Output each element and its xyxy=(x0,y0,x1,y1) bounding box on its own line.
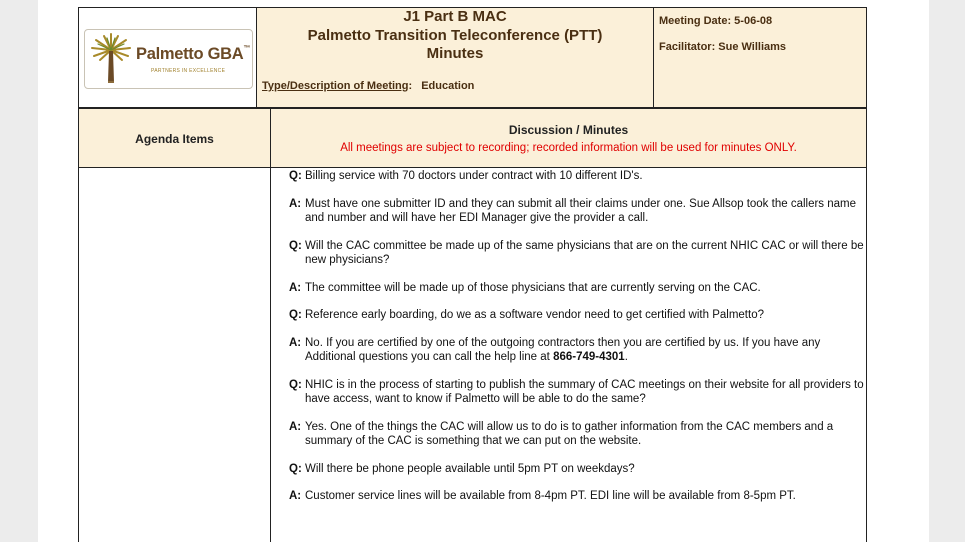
qa-item xyxy=(289,378,864,407)
document-page xyxy=(38,0,929,542)
qa-item xyxy=(289,281,864,296)
meeting-type: Type/Description of Meeting: Education xyxy=(262,80,475,92)
qa-item xyxy=(289,420,864,449)
qa-text: The committee will be made up of those physicians that are currently serving on the CAC. xyxy=(305,281,761,294)
facilitator: Facilitator: Sue Williams xyxy=(659,41,787,53)
qa-item xyxy=(289,169,864,184)
qa-tag: A: xyxy=(289,420,302,433)
palmetto-tree-icon xyxy=(88,32,134,86)
logo-tagline: PARTNERS IN EXCELLENCE xyxy=(151,68,226,74)
qa-text: NHIC is in the process of starting to publish the summary of CAC meetings on their website for all providers to have access, want to know if Palmetto will be able to do the same? xyxy=(305,378,864,405)
agenda-items-header: Agenda Items xyxy=(135,132,214,146)
column-divider xyxy=(270,108,271,542)
logo-brand-text: Palmetto GBA™ xyxy=(136,45,251,63)
qa-tag: A: xyxy=(289,490,302,502)
agenda-table xyxy=(78,108,867,542)
qa-text: Billing service with 70 doctors under contract with 10 different ID's. xyxy=(305,170,643,182)
qa-text: Will there be phone people available until 5pm PT on weekdays? xyxy=(305,462,635,475)
title-line-3: Minutes xyxy=(426,45,484,62)
qa-text: Yes. One of the things the CAC will allow us to do is to gather information from the CAC members and a summary of the CAC is something that we can put on the website. xyxy=(305,420,834,447)
meeting-type-label: Type/Description of Meeting xyxy=(262,80,409,92)
qa-item xyxy=(289,336,864,365)
meeting-info-cell xyxy=(654,8,866,107)
title-cell xyxy=(257,8,654,107)
qa-item xyxy=(289,462,864,477)
qa-list xyxy=(289,169,864,504)
agenda-header-row xyxy=(79,108,866,168)
title-line-1: J1 Part B MAC xyxy=(403,8,507,25)
qa-text: Reference early boarding, do we as a software vendor need to get certified with Palmetto? xyxy=(305,309,764,321)
qa-item xyxy=(289,239,864,268)
qa-item xyxy=(289,197,864,226)
meeting-date: Meeting Date: 5-06-08 xyxy=(659,15,773,27)
qa-item xyxy=(289,308,864,323)
qa-tag: Q: xyxy=(289,309,302,321)
help-line-number: 866-749-4301 xyxy=(553,351,625,363)
meeting-type-value: Education xyxy=(421,80,475,92)
discussion-header: Discussion / Minutes xyxy=(508,123,629,137)
qa-tag: Q: xyxy=(289,239,302,252)
qa-tag: Q: xyxy=(289,378,302,391)
qa-text: No. If you are certified by one of the outgoing contractors then you are certified by us. If you have any Additional questions you can call the help line at xyxy=(305,336,821,363)
logo-cell xyxy=(79,8,257,107)
qa-tag: A: xyxy=(289,197,302,210)
qa-tag: Q: xyxy=(289,170,302,182)
qa-item xyxy=(289,489,864,504)
qa-text-tail: . xyxy=(624,351,628,363)
meeting-title xyxy=(257,8,653,64)
qa-tag: A: xyxy=(289,281,302,294)
qa-tag: Q: xyxy=(289,462,302,475)
palmetto-gba-logo xyxy=(84,29,253,89)
qa-text: Must have one submitter ID and they can submit all their claims under one. Sue Allsop took the callers name and number and will have her EDI Manager give the provider a call. xyxy=(305,197,857,224)
recording-notice: All meetings are subject to recording; recorded information will be used for minutes ONLY. xyxy=(340,142,797,154)
qa-text: Will the CAC committee be made up of the same physicians that are on the current NHIC CAC or will there be new physicians? xyxy=(305,239,864,266)
qa-text: Customer service lines will be available from 8-4pm PT. EDI line will be available from 8-5pm PT. xyxy=(305,490,796,502)
meeting-header-table xyxy=(78,7,867,108)
qa-tag: A: xyxy=(289,336,302,349)
title-line-2: Palmetto Transition Teleconference (PTT) xyxy=(307,26,603,44)
